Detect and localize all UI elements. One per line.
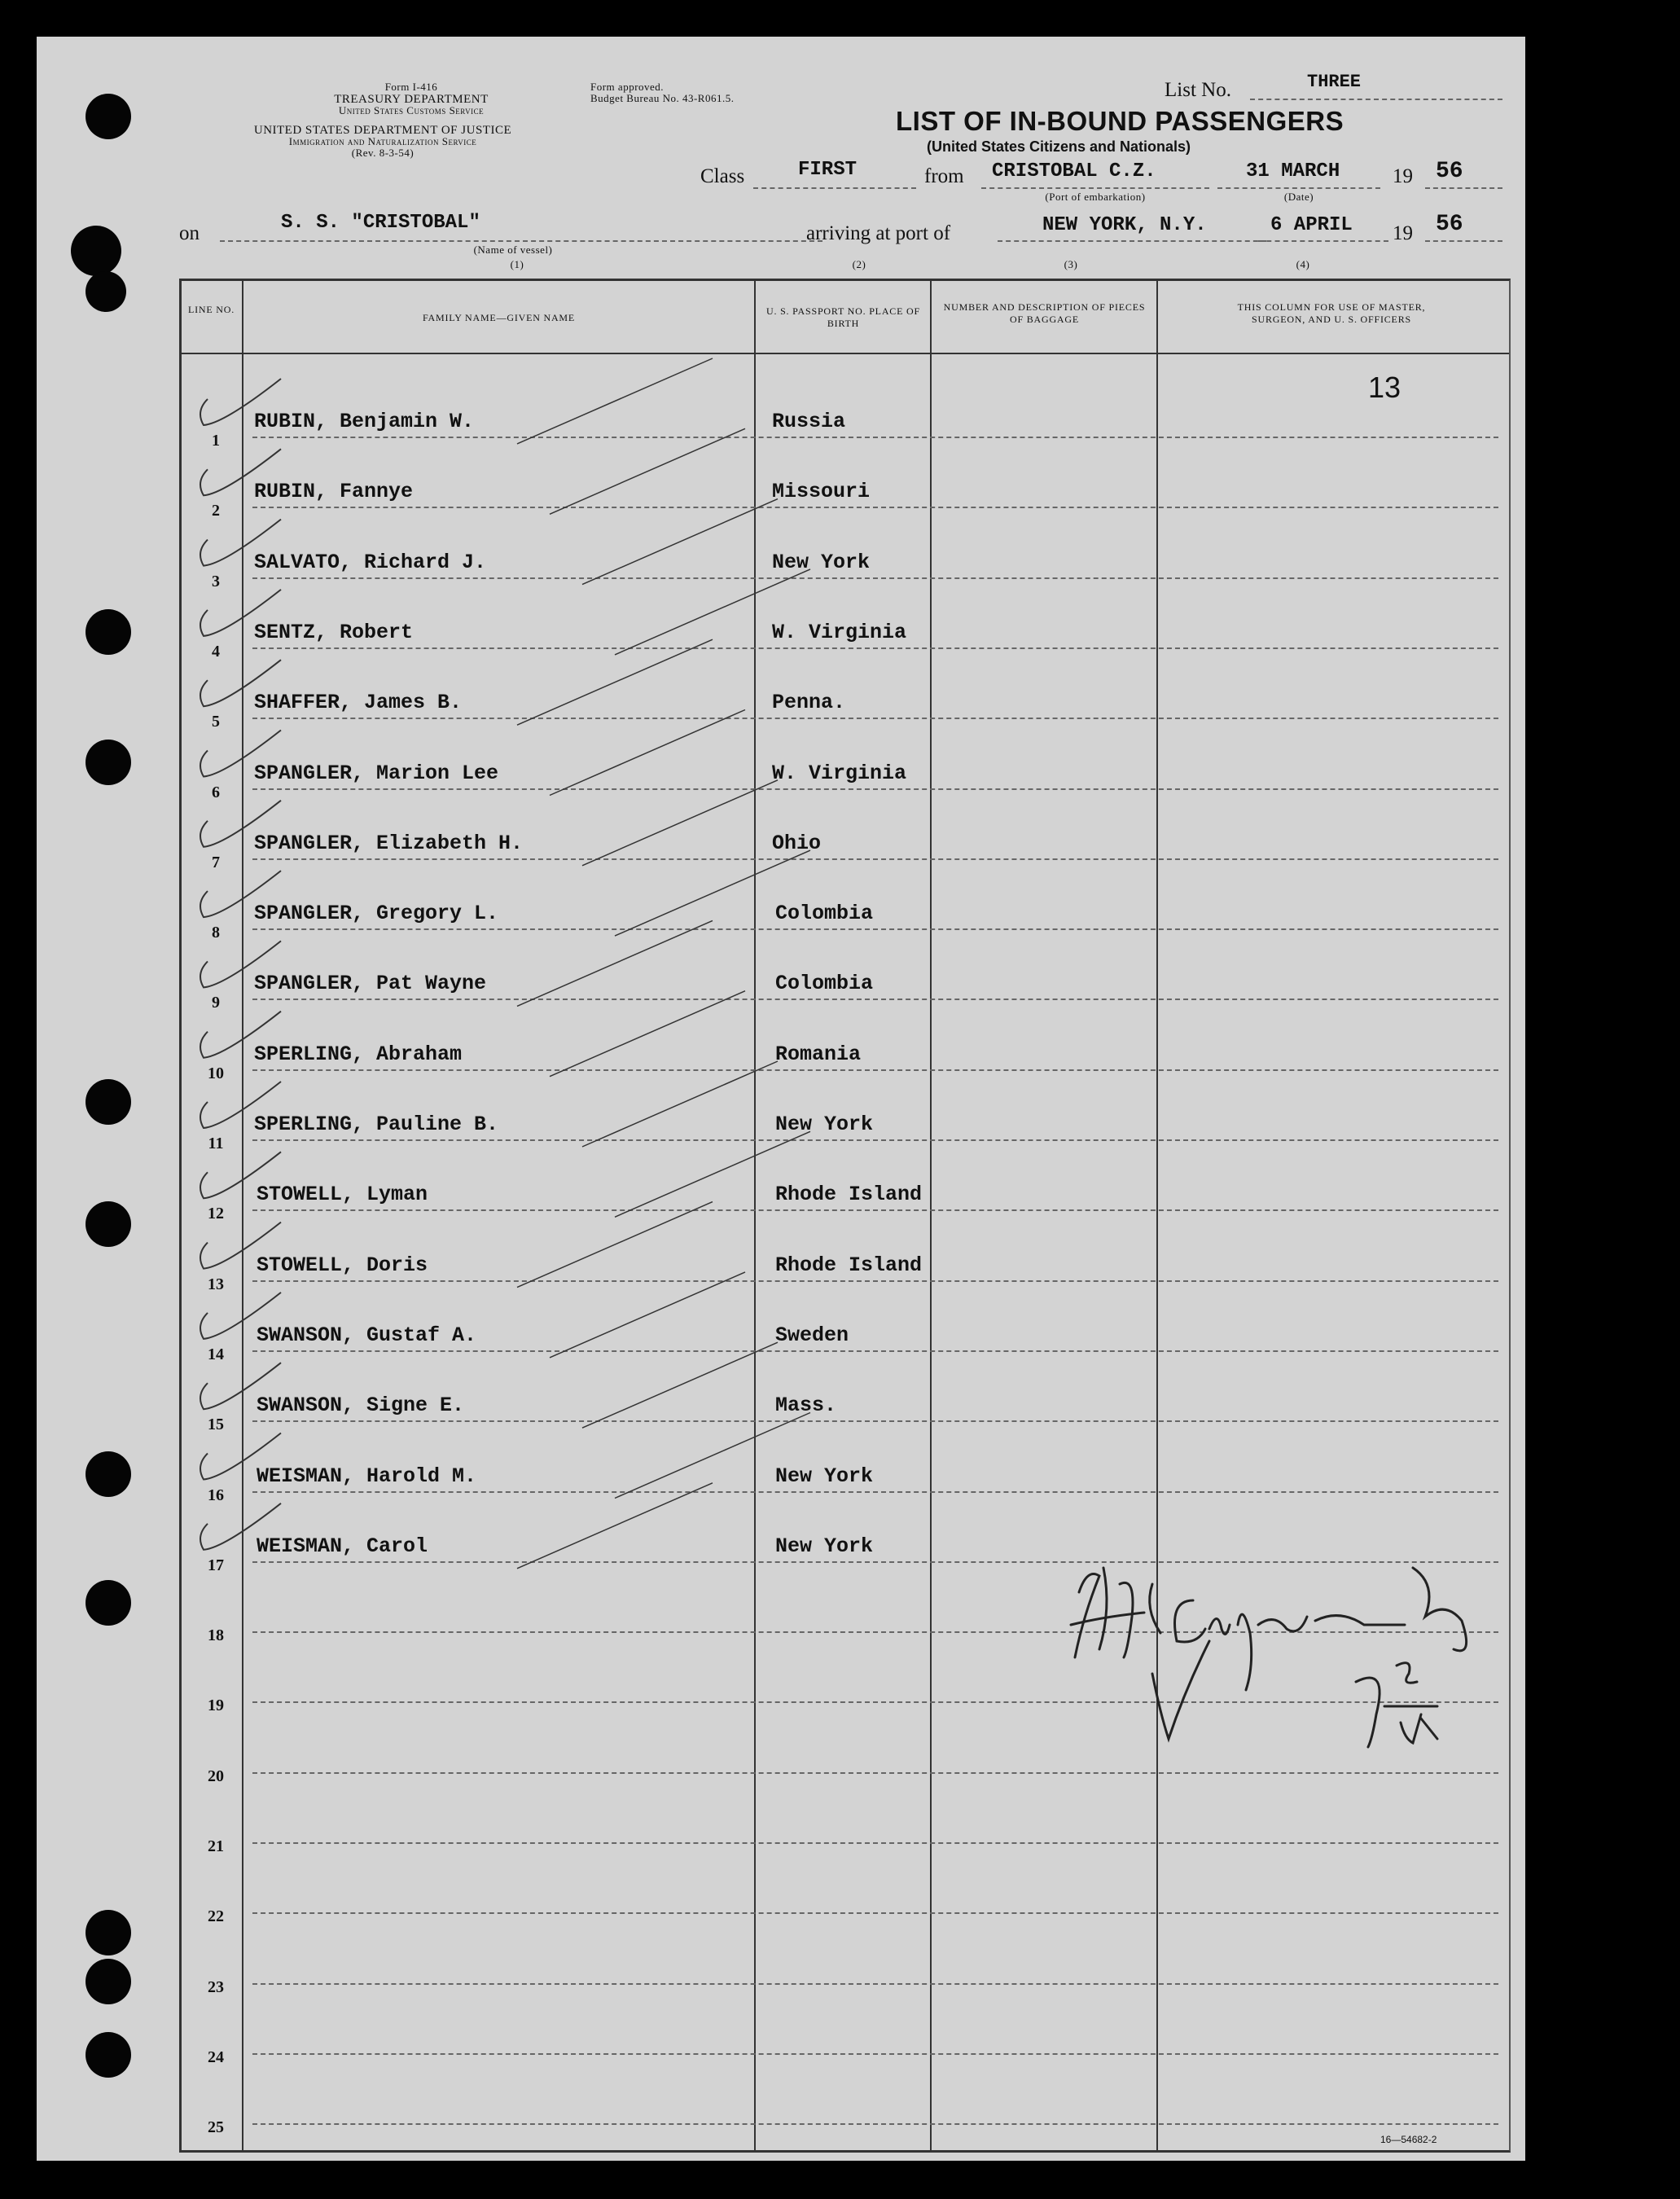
- row-number: 7: [212, 853, 220, 871]
- row-number: 5: [212, 713, 220, 731]
- port-of-embarkation: CRISTOBAL C.Z.: [992, 160, 1156, 182]
- row-rule: [252, 1772, 1498, 1774]
- row-rule: [252, 1350, 1498, 1352]
- arrival-port: NEW YORK, N.Y.: [1042, 214, 1207, 236]
- class-value: FIRST: [798, 159, 858, 181]
- passenger-name: STOWELL, Doris: [257, 1253, 428, 1277]
- caption-1: (1): [510, 258, 524, 270]
- officer-note: 13: [1368, 371, 1401, 404]
- footer-code: 16—54682-2: [1380, 2134, 1437, 2145]
- place-of-birth: New York: [775, 1464, 874, 1488]
- from-label: from: [924, 165, 964, 187]
- row-number: 2: [212, 502, 220, 520]
- binder-hole: [86, 1201, 131, 1247]
- row-rule: [252, 858, 1498, 860]
- row-number: 22: [208, 1907, 224, 1926]
- passenger-name: SPANGLER, Elizabeth H.: [254, 831, 524, 855]
- binder-hole: [86, 94, 131, 139]
- place-of-birth: Romania: [775, 1042, 862, 1066]
- year-prefix: 19: [1393, 165, 1413, 187]
- col-officers: THIS COLUMN FOR USE OF MASTER, SURGEON, AND U. S. OFFICERS: [1237, 301, 1426, 325]
- row-number: 14: [208, 1345, 224, 1363]
- list-no-value: THREE: [1307, 72, 1362, 92]
- binder-hole: [86, 740, 131, 785]
- date-line: [1217, 187, 1380, 189]
- col-divider-1: [242, 281, 243, 2150]
- port-line: [998, 240, 1266, 242]
- revision-date: (Rev. 8-3-54): [351, 147, 415, 159]
- from-line: [981, 187, 1209, 189]
- passenger-name: SHAFFER, James B.: [254, 691, 463, 715]
- place-of-birth: W. Virginia: [772, 761, 907, 785]
- class-label: Class: [700, 165, 745, 187]
- row-number: 9: [212, 994, 220, 1012]
- place-of-birth: Mass.: [775, 1394, 837, 1418]
- passenger-name: SALVATO, Richard J.: [254, 550, 487, 574]
- row-number: 4: [212, 642, 220, 661]
- row-rule: [252, 928, 1498, 930]
- binder-hole: [71, 226, 121, 276]
- treasury-department: TREASURY DEPARTMENT: [334, 93, 489, 106]
- passenger-name: SPANGLER, Marion Lee: [254, 761, 499, 785]
- binder-hole: [86, 1580, 131, 1626]
- vessel-name: S. S. "CRISTOBAL": [281, 212, 480, 234]
- budget-bureau: Budget Bureau No. 43-R061.5.: [590, 92, 735, 104]
- year-value: 56: [1436, 159, 1463, 184]
- form-number: Form I-416: [384, 81, 438, 93]
- place-of-birth: Rhode Island: [775, 1253, 923, 1277]
- arrival-year-line: [1425, 240, 1502, 242]
- row-number: 17: [208, 1556, 224, 1574]
- place-of-birth: Missouri: [772, 480, 871, 504]
- binder-hole: [86, 1079, 131, 1125]
- embark-date: 31 MARCH: [1246, 160, 1340, 182]
- row-rule: [252, 1842, 1498, 1844]
- place-of-birth: New York: [775, 1534, 874, 1558]
- place-of-birth: Ohio: [772, 831, 822, 855]
- row-number: 13: [208, 1275, 224, 1293]
- row-rule: [252, 1983, 1498, 1985]
- row-number: 16: [208, 1486, 224, 1504]
- row-rule: [252, 999, 1498, 1000]
- passenger-name: SWANSON, Gustaf A.: [257, 1323, 477, 1347]
- list-no-label: List No.: [1165, 79, 1231, 101]
- row-number: 11: [208, 1135, 224, 1152]
- form-approved: Form approved.: [590, 81, 665, 93]
- binder-hole: [86, 1959, 131, 2004]
- passenger-name: SPERLING, Pauline B.: [254, 1113, 499, 1136]
- row-rule: [252, 437, 1498, 438]
- row-number: 3: [212, 572, 220, 590]
- row-number: 20: [208, 1767, 224, 1785]
- list-no-line: [1250, 99, 1502, 100]
- col-line-no: LINE NO.: [187, 304, 235, 315]
- arrival-year: 56: [1436, 212, 1463, 237]
- binder-hole: [86, 609, 131, 655]
- row-rule: [252, 1491, 1498, 1493]
- document-title: LIST OF IN-BOUND PASSENGERS: [896, 106, 1344, 136]
- row-rule: [252, 1209, 1498, 1211]
- binder-hole: [86, 271, 126, 312]
- date-caption: (Date): [1283, 191, 1314, 203]
- caption-2: (2): [852, 258, 866, 270]
- place-of-birth: Russia: [772, 410, 846, 433]
- row-number: 23: [208, 1977, 224, 1996]
- place-of-birth: New York: [775, 1113, 874, 1136]
- embark-caption: (Port of embarkation): [1045, 191, 1146, 203]
- caption-3: (3): [1064, 258, 1078, 270]
- vessel-caption: (Name of vessel): [473, 244, 553, 256]
- inspector-signature: [1055, 1552, 1543, 1755]
- row-number: 24: [208, 2048, 224, 2066]
- on-label: on: [179, 222, 200, 244]
- binder-hole: [86, 1451, 131, 1497]
- passenger-name: RUBIN, Fannye: [254, 480, 414, 504]
- arrival-year-prefix: 19: [1393, 222, 1413, 244]
- row-number: 1: [212, 432, 220, 450]
- document-page: [37, 37, 1525, 2161]
- row-number: 8: [212, 924, 220, 942]
- col-passport: U. S. PASSPORT NO. PLACE OF BIRTH: [766, 305, 920, 329]
- department-of-justice: UNITED STATES DEPARTMENT OF JUSTICE: [253, 124, 512, 137]
- row-rule: [252, 1280, 1498, 1282]
- binder-hole: [86, 2032, 131, 2078]
- col-divider-3: [930, 281, 932, 2150]
- passenger-name: STOWELL, Lyman: [257, 1183, 428, 1207]
- row-rule: [252, 788, 1498, 790]
- place-of-birth: Colombia: [775, 902, 874, 926]
- row-rule: [252, 1912, 1498, 1914]
- arrival-date-line: [1258, 240, 1388, 242]
- arrival-date: 6 APRIL: [1270, 214, 1353, 236]
- place-of-birth: W. Virginia: [772, 620, 907, 644]
- year-line: [1425, 187, 1502, 189]
- row-rule: [252, 647, 1498, 649]
- passenger-name: SPERLING, Abraham: [254, 1042, 463, 1066]
- passenger-name: SPANGLER, Pat Wayne: [254, 972, 487, 996]
- col-divider-2: [754, 281, 756, 2150]
- binder-hole: [86, 1910, 131, 1955]
- vessel-line: [220, 240, 822, 242]
- row-rule: [252, 2123, 1498, 2125]
- row-rule: [252, 507, 1498, 508]
- place-of-birth: Penna.: [772, 691, 846, 715]
- row-number: 12: [208, 1205, 224, 1223]
- row-number: 25: [208, 2118, 224, 2137]
- row-rule: [252, 1420, 1498, 1422]
- row-number: 21: [208, 1837, 224, 1855]
- passenger-name: WEISMAN, Harold M.: [257, 1464, 477, 1488]
- row-rule: [252, 1069, 1498, 1071]
- row-number: 10: [208, 1064, 224, 1082]
- col-name: FAMILY NAME—GIVEN NAME: [422, 312, 576, 323]
- row-number: 6: [212, 783, 220, 801]
- customs-service: United States Customs Service: [338, 104, 485, 116]
- row-rule: [252, 718, 1498, 719]
- place-of-birth: Colombia: [775, 972, 874, 996]
- ins-label: Immigration and Naturalization Service: [288, 135, 477, 147]
- row-number: 18: [208, 1626, 224, 1645]
- row-rule: [252, 1139, 1498, 1141]
- row-number: 19: [208, 1696, 224, 1715]
- class-line: [753, 187, 916, 189]
- passenger-name: RUBIN, Benjamin W.: [254, 410, 475, 433]
- passenger-name: SWANSON, Signe E.: [257, 1394, 465, 1418]
- row-number: 15: [208, 1416, 224, 1434]
- header-row-border: [182, 353, 1509, 354]
- row-rule: [252, 577, 1498, 579]
- passenger-name: WEISMAN, Carol: [257, 1534, 428, 1558]
- document-subtitle: (United States Citizens and Nationals): [927, 138, 1191, 155]
- arriving-label: arriving at port of: [806, 222, 951, 244]
- passenger-name: SPANGLER, Gregory L.: [254, 902, 499, 926]
- passenger-name: SENTZ, Robert: [254, 620, 414, 644]
- place-of-birth: Sweden: [775, 1323, 849, 1347]
- col-divider-4: [1156, 281, 1158, 2150]
- row-rule: [252, 2053, 1498, 2055]
- place-of-birth: Rhode Island: [775, 1183, 923, 1207]
- col-baggage: NUMBER AND DESCRIPTION OF PIECES OF BAGGAGE: [943, 301, 1146, 325]
- place-of-birth: New York: [772, 550, 871, 574]
- caption-4: (4): [1296, 258, 1310, 270]
